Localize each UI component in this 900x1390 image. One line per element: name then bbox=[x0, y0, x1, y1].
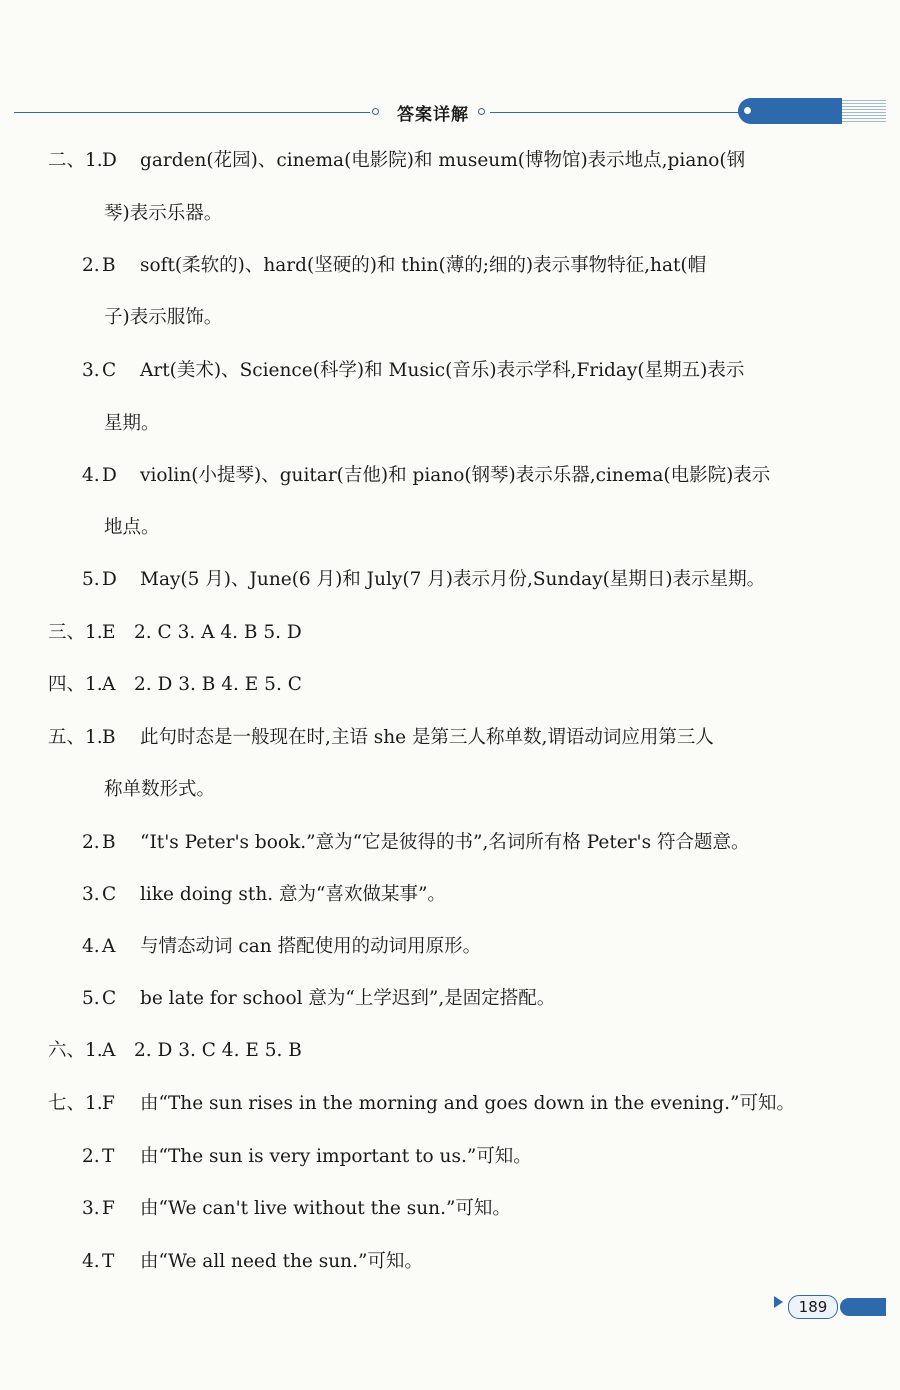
answer-line bbox=[82, 827, 750, 859]
header-rule-right bbox=[490, 112, 740, 113]
answer-line bbox=[82, 931, 481, 963]
explanation-text: 琴)表示乐器。 bbox=[104, 203, 223, 224]
explanation-text: “It's Peter's book.”意为“它是彼得的书”,名词所有格 Peter's 符合题意。 bbox=[140, 832, 750, 853]
answer-letter: A bbox=[102, 674, 116, 695]
explanation-text: 由“The sun rises in the morning and goes down in the evening.”可知。 bbox=[140, 1093, 795, 1114]
answer-letter: A bbox=[102, 936, 116, 957]
answer-sequence: 2. D 3. C 4. E 5. B bbox=[134, 1040, 302, 1061]
answer-line bbox=[82, 460, 770, 492]
answer-letter: B bbox=[102, 255, 116, 276]
answer-sequence: 2. C 3. A 4. B 5. D bbox=[134, 622, 302, 643]
answer-letter: B bbox=[102, 832, 116, 853]
answer-line bbox=[48, 669, 302, 701]
answer-line bbox=[82, 1141, 532, 1173]
header-tab-dot bbox=[744, 107, 751, 114]
explanation-text: 星期。 bbox=[104, 413, 160, 434]
question-number: 4. bbox=[82, 465, 100, 486]
question-number: 3. bbox=[82, 884, 100, 905]
explanation-text: 子)表示服饰。 bbox=[104, 307, 223, 328]
header-stripes bbox=[842, 100, 886, 122]
answer-letter: T bbox=[102, 1146, 115, 1167]
explanation-text: 此句时态是一般现在时,主语 she 是第三人称单数,谓语动词应用第三人 bbox=[140, 727, 714, 748]
answer-line-continued bbox=[104, 302, 222, 334]
answer-line bbox=[48, 1088, 795, 1120]
question-number: 2. bbox=[82, 1146, 100, 1167]
explanation-text: 由“The sun is very important to us.”可知。 bbox=[140, 1146, 532, 1167]
answer-line-continued bbox=[104, 512, 160, 544]
explanation-text: Art(美术)、Science(科学)和 Music(音乐)表示学科,Friday(星期五)表示 bbox=[140, 360, 745, 381]
page-number: 189 bbox=[788, 1295, 838, 1319]
answer-letter: C bbox=[102, 884, 117, 905]
explanation-text: garden(花园)、cinema(电影院)和 museum(博物馆)表示地点,piano(钢 bbox=[140, 150, 746, 171]
answer-letter: T bbox=[102, 1251, 115, 1272]
question-number: 3. bbox=[82, 1198, 100, 1219]
answer-line-continued bbox=[104, 774, 215, 806]
question-number: 七、1. bbox=[48, 1093, 103, 1114]
question-number: 3. bbox=[82, 360, 100, 381]
answer-line bbox=[48, 722, 714, 754]
answer-line bbox=[82, 983, 555, 1015]
explanation-text: 称单数形式。 bbox=[104, 779, 216, 800]
answer-line bbox=[82, 564, 765, 596]
answer-letter: D bbox=[102, 465, 117, 486]
answer-letter: D bbox=[102, 150, 117, 171]
explanation-text: 由“We can't live without the sun.”可知。 bbox=[140, 1198, 511, 1219]
question-number: 2. bbox=[82, 255, 100, 276]
question-number: 4. bbox=[82, 936, 100, 957]
explanation-text: May(5 月)、June(6 月)和 July(7 月)表示月份,Sunday(星期日)表示星期。 bbox=[140, 569, 766, 590]
answer-letter: E bbox=[102, 622, 116, 643]
explanation-text: violin(小提琴)、guitar(吉他)和 piano(钢琴)表示乐器,cinema(电影院)表示 bbox=[140, 465, 771, 486]
explanation-text: 地点。 bbox=[104, 517, 160, 538]
answer-line-continued bbox=[104, 198, 222, 230]
header-dot-right bbox=[478, 108, 485, 115]
footer-tab-bar bbox=[840, 1298, 886, 1316]
answer-line bbox=[82, 355, 744, 387]
answer-line bbox=[82, 250, 706, 282]
header-rule-left bbox=[14, 112, 370, 113]
page-header bbox=[0, 96, 900, 130]
explanation-text: like doing sth. 意为“喜欢做某事”。 bbox=[140, 884, 446, 905]
question-number: 三、1. bbox=[48, 622, 103, 643]
answer-letter: D bbox=[102, 569, 117, 590]
question-number: 5. bbox=[82, 988, 100, 1009]
answer-letter: F bbox=[102, 1198, 115, 1219]
explanation-text: soft(柔软的)、hard(坚硬的)和 thin(薄的;细的)表示事物特征,hat(帽 bbox=[140, 255, 707, 276]
answer-letter: C bbox=[102, 988, 117, 1009]
header-dot-left bbox=[372, 108, 379, 115]
answer-letter: A bbox=[102, 1040, 116, 1061]
question-number: 5. bbox=[82, 569, 100, 590]
answer-line bbox=[82, 879, 446, 911]
answer-sequence: 2. D 3. B 4. E 5. C bbox=[134, 674, 302, 695]
question-number: 4. bbox=[82, 1251, 100, 1272]
question-number: 2. bbox=[82, 832, 100, 853]
question-number: 二、1. bbox=[48, 150, 103, 171]
answer-letter: F bbox=[102, 1093, 115, 1114]
answer-line bbox=[82, 1193, 511, 1225]
explanation-text: 由“We all need the sun.”可知。 bbox=[140, 1251, 423, 1272]
answer-line bbox=[82, 1246, 423, 1278]
answer-line bbox=[48, 1035, 302, 1067]
page-number-arrow-icon bbox=[774, 1296, 783, 1308]
question-number: 六、1. bbox=[48, 1040, 103, 1061]
header-tab-bar bbox=[738, 98, 842, 124]
explanation-text: 与情态动词 can 搭配使用的动词用原形。 bbox=[140, 936, 482, 957]
answer-letter: B bbox=[102, 727, 116, 748]
explanation-text: be late for school 意为“上学迟到”,是固定搭配。 bbox=[140, 988, 556, 1009]
answer-line bbox=[48, 145, 745, 177]
question-number: 四、1. bbox=[48, 674, 103, 695]
answer-line-continued bbox=[104, 408, 160, 440]
header-title: 答案详解 bbox=[397, 105, 469, 125]
answer-line bbox=[48, 617, 302, 649]
question-number: 五、1. bbox=[48, 727, 103, 748]
answer-letter: C bbox=[102, 360, 117, 381]
